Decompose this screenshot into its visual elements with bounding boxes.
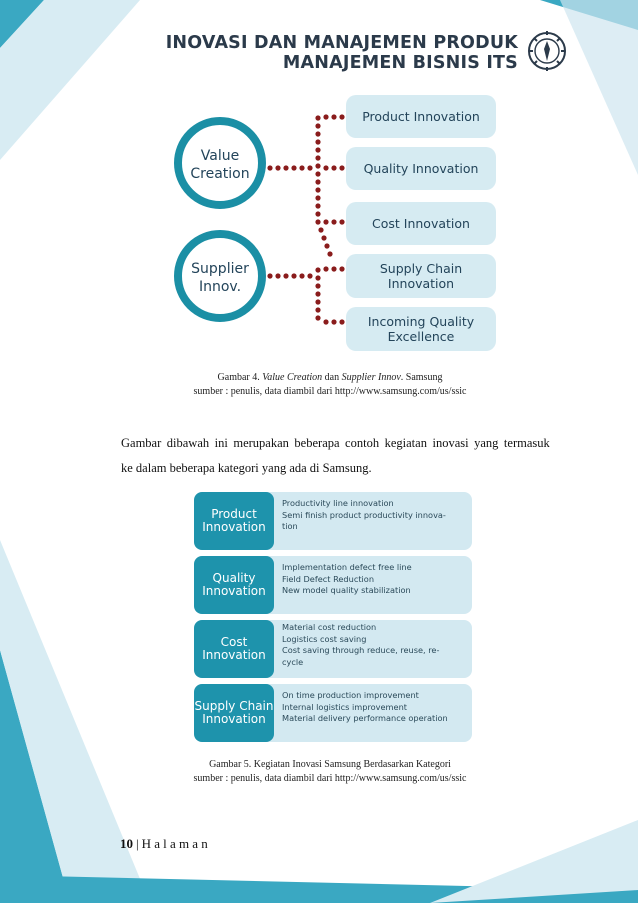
category-items-supply-chain — [282, 690, 468, 725]
pill-supply-chain-innovation — [346, 254, 496, 298]
figure2-caption-title: Gambar 5. Kegiatan Inovasi Samsung Berdasarkan Kategori — [209, 759, 451, 770]
supplier-innov-label-2: Innov. — [198, 279, 242, 295]
pill-incoming-quality-excellence — [346, 307, 496, 351]
category-item: Implementation defect free line — [282, 562, 412, 572]
figure1-caption-italic1: Value Creation — [262, 372, 323, 383]
figure1-source: sumber : penulis, data diambil dari http://www.samsung.com/us/ssic — [193, 386, 467, 397]
category-item: Field Defect Reduction — [282, 573, 375, 584]
value-creation-node — [178, 121, 262, 205]
header-title — [166, 33, 518, 73]
paragraph-line1: Gambar dibawah ini merupakan beberapa contoh kegiatan inovasi yang termasuk — [121, 436, 550, 450]
value-creation-label-1: Value — [200, 148, 240, 164]
pill-cost-innovation — [346, 202, 496, 245]
category-item: Material cost reduction — [282, 622, 377, 632]
its-emblem-icon — [527, 30, 567, 72]
figure-value-creation — [170, 88, 500, 356]
category-label-line1: Cost — [220, 635, 248, 649]
category-label-line2: Innovation — [202, 648, 266, 662]
category-items-cost — [282, 622, 468, 668]
supplier-innov-node — [178, 234, 262, 318]
category-label-line2: Innovation — [202, 520, 266, 534]
header-title-line2: MANAJEMEN BISNIS ITS — [282, 53, 518, 73]
pill-product-innovation-label: Product Innovation — [362, 109, 480, 124]
page-footer — [120, 836, 211, 852]
pill-product-innovation — [346, 95, 496, 138]
category-row-quality — [194, 556, 474, 614]
category-item: New model quality stabilization — [282, 585, 411, 596]
footer-separator: | — [136, 836, 139, 851]
figure1-caption-prefix: Gambar 4. — [217, 372, 263, 383]
pill-quality-innovation — [346, 147, 496, 190]
figure-innovation-categories — [194, 492, 474, 742]
footer-halaman: Halaman — [141, 836, 211, 851]
category-item: tion — [282, 521, 298, 532]
figure1-caption-italic2: Supplier Innov — [341, 372, 401, 383]
header-title-line1: INOVASI DAN MANAJEMEN PRODUK — [165, 33, 518, 53]
category-label-line1: Supply Chain — [194, 699, 274, 713]
category-item: Material delivery performance operation — [282, 713, 448, 724]
category-row-supply-chain — [194, 684, 474, 742]
category-label-product — [194, 492, 274, 550]
pill-incoming-quality-label-1: Incoming Quality — [367, 314, 475, 329]
figure1-caption-mid: dan — [322, 372, 342, 383]
supplier-innov-label-1: Supplier — [191, 261, 249, 277]
category-row-cost — [194, 620, 474, 678]
category-items-product — [282, 498, 468, 533]
pill-quality-innovation-label: Quality Innovation — [363, 161, 479, 176]
category-label-line2: Innovation — [202, 584, 266, 598]
category-label-quality — [194, 556, 274, 614]
figure1-caption-suffix: . Samsung — [400, 372, 443, 383]
pill-incoming-quality-label-2: Excellence — [387, 329, 455, 344]
category-item: Cost saving through reduce, reuse, re- — [282, 645, 440, 656]
page-number: 10 — [120, 836, 133, 851]
pill-supply-chain-label-1: Supply Chain — [379, 261, 463, 276]
category-row-product — [194, 492, 474, 550]
category-label-line1: Product — [211, 507, 257, 521]
category-items-quality — [282, 562, 468, 597]
category-label-line2: Innovation — [202, 712, 266, 726]
category-item: Internal logistics improvement — [282, 701, 407, 712]
paragraph-line2: ke dalam beberapa kategori yang ada di Samsung. — [121, 461, 372, 475]
pill-supply-chain-label-2: Innovation — [387, 276, 455, 291]
category-item: On time production improvement — [282, 690, 419, 700]
category-item: cycle — [282, 656, 304, 667]
pill-cost-innovation-label: Cost Innovation — [372, 216, 470, 231]
category-label-cost — [194, 620, 274, 678]
connector-dots — [267, 114, 344, 324]
category-item: Productivity line innovation — [282, 498, 394, 508]
value-creation-label-2: Creation — [190, 166, 250, 182]
category-item: Semi finish product productivity innova- — [282, 509, 446, 520]
figure2-caption — [100, 758, 560, 786]
category-label-supply-chain — [194, 684, 274, 742]
figure2-source: sumber : penulis, data diambil dari http://www.samsung.com/us/ssic — [193, 773, 467, 784]
figure1-caption-title — [100, 371, 560, 385]
category-label-line1: Quality — [212, 571, 256, 585]
figure1-caption — [100, 371, 560, 399]
category-item: Logistics cost saving — [282, 633, 367, 644]
